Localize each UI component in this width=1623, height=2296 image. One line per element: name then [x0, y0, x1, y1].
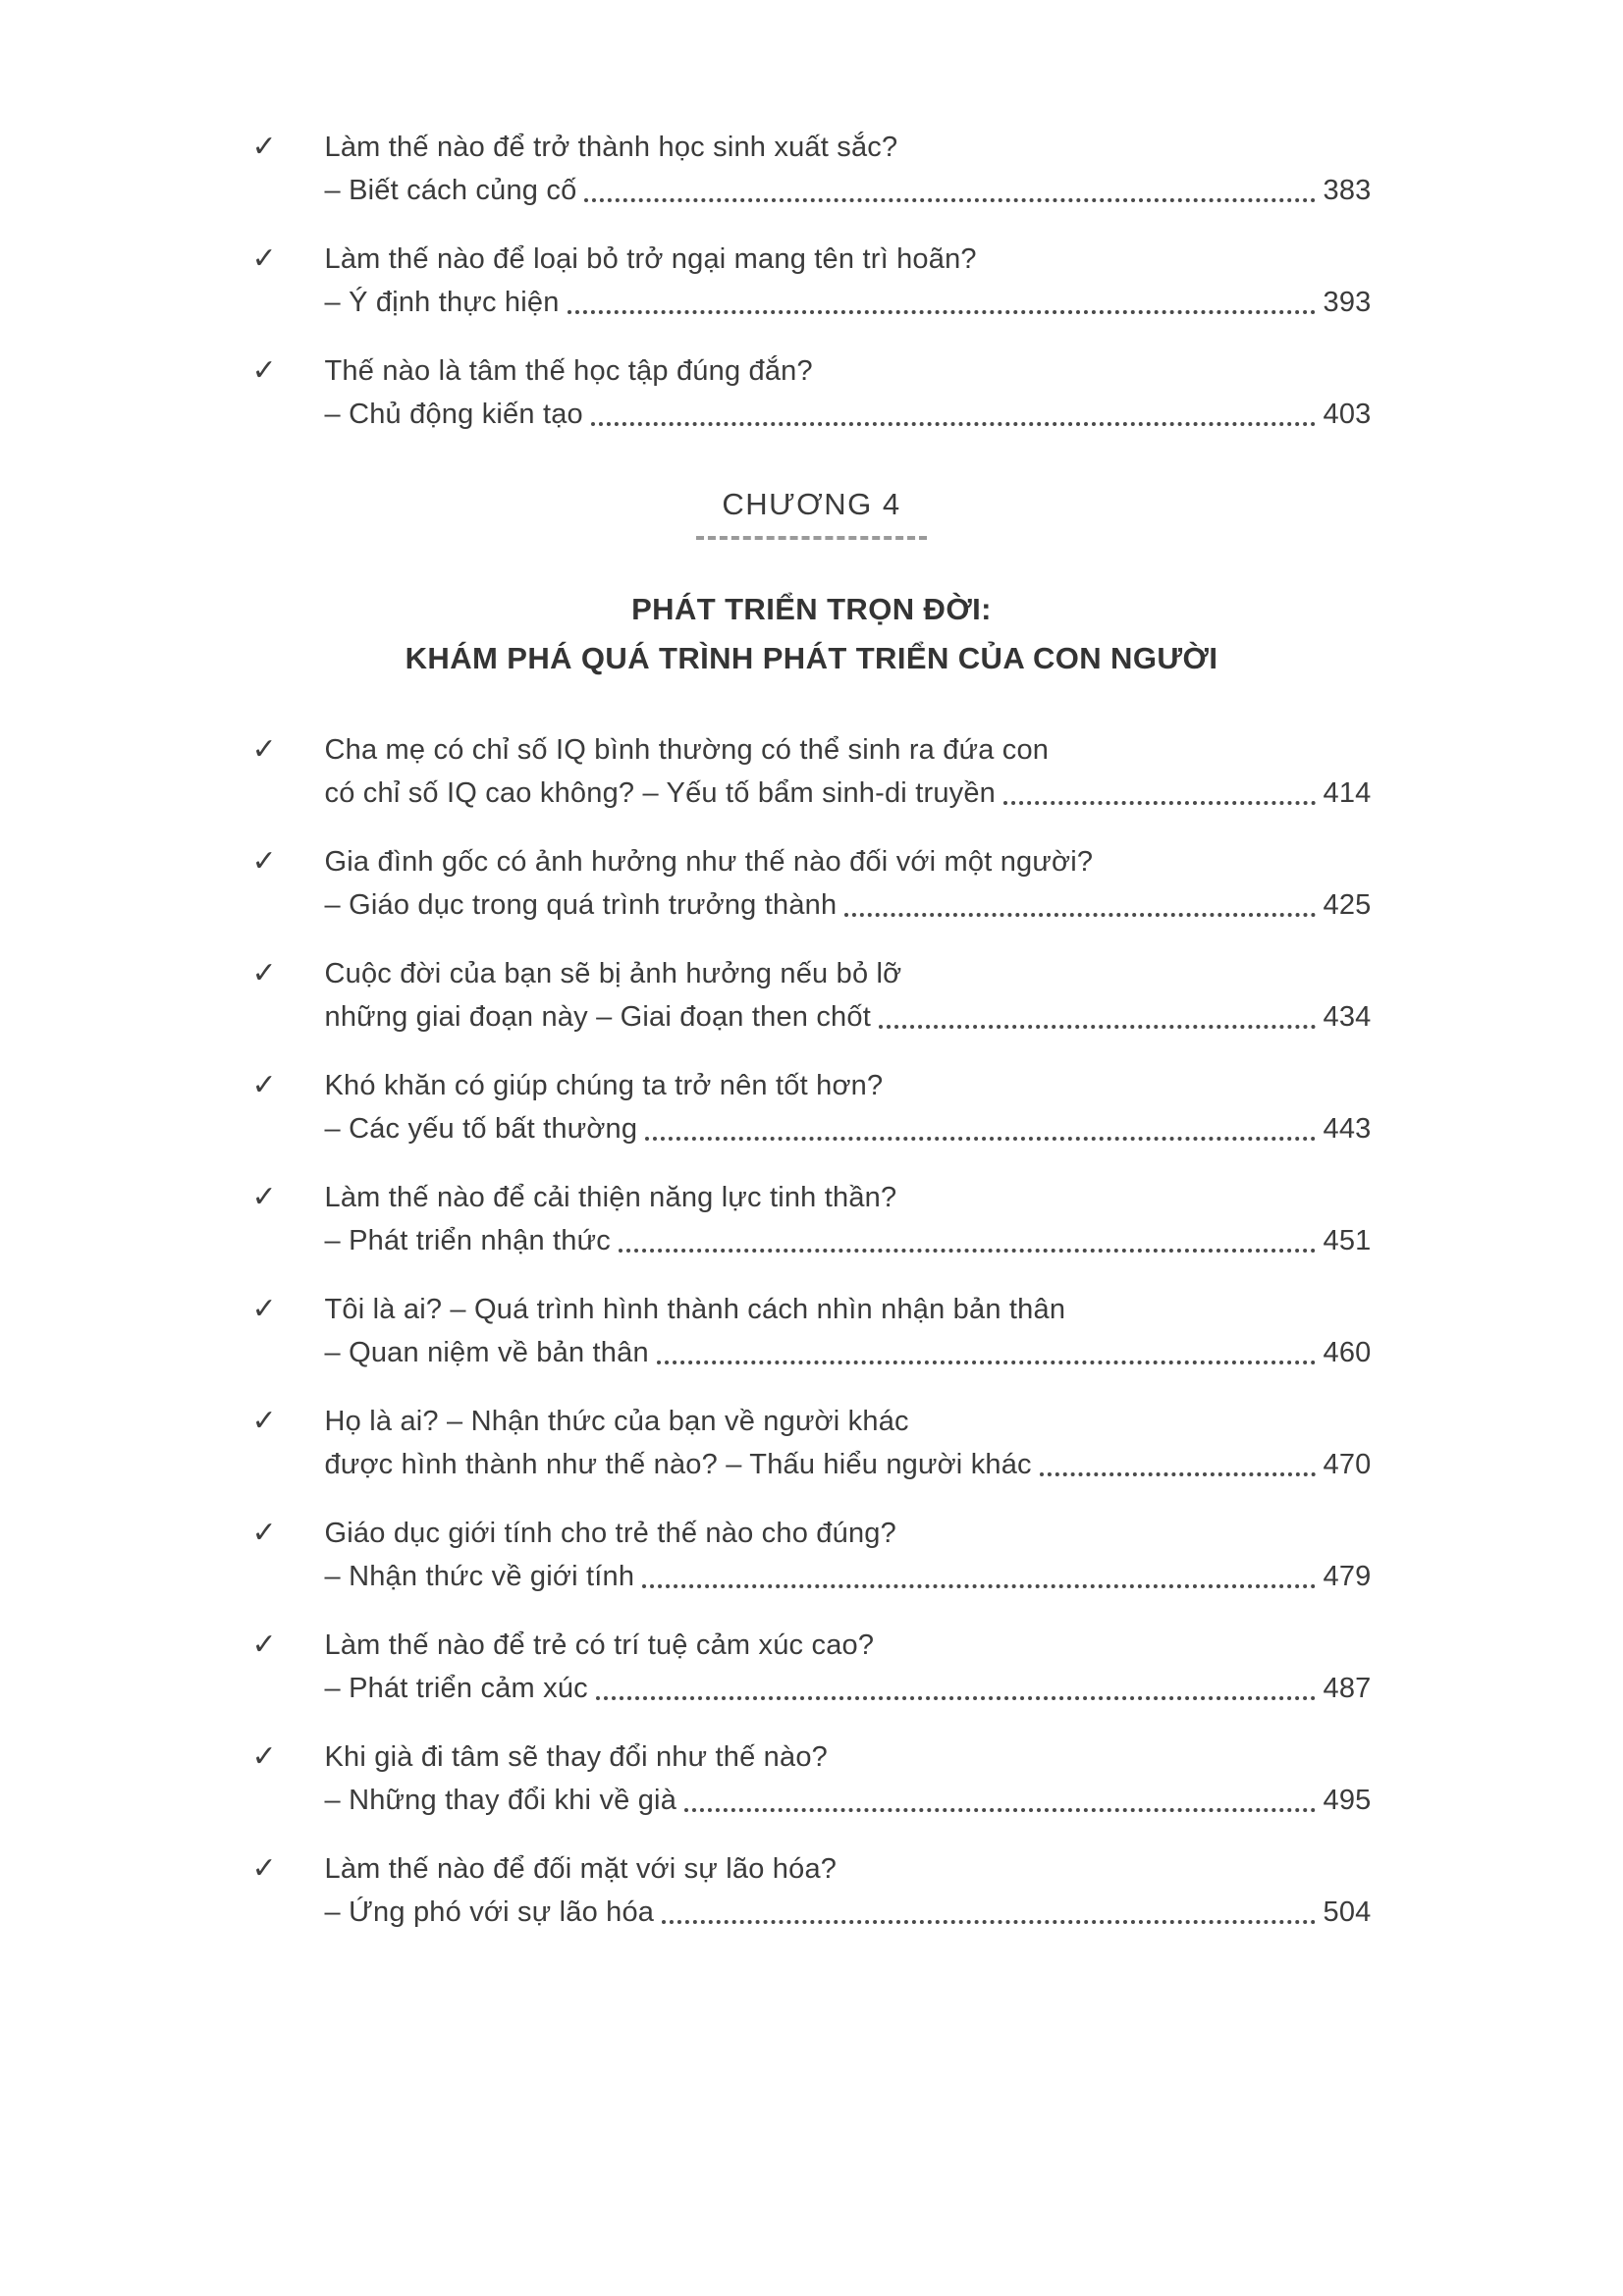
- toc-entry-answer: – Quan niệm về bản thân: [324, 1337, 649, 1368]
- toc-page-number: 383: [1323, 175, 1372, 206]
- toc-entry-question: Giáo dục giới tính cho trẻ thế nào cho đúng?: [324, 1518, 896, 1549]
- toc-page-number: 434: [1323, 1001, 1372, 1033]
- checkmark-icon: ✓: [251, 957, 277, 989]
- toc-entry: [252, 840, 1372, 927]
- toc-entry-answer-line: [325, 1331, 1372, 1374]
- toc-entry-answer-line: [325, 772, 1372, 815]
- toc-entry-question: Tôi là ai? – Quá trình hình thành cách nhìn nhận bản thân: [324, 1294, 1066, 1325]
- chapter-label: CHƯƠNG 4: [696, 487, 926, 540]
- checkmark-icon: ✓: [251, 1405, 277, 1437]
- dot-leader: [568, 310, 1316, 314]
- toc-entry: [252, 1400, 1372, 1486]
- toc-entry: [252, 1064, 1372, 1150]
- toc-entry-body: [325, 1512, 1372, 1598]
- dot-leader: [596, 1696, 1316, 1700]
- toc-entry: [252, 1512, 1372, 1598]
- checkmark-icon: ✓: [251, 354, 277, 387]
- toc-entry-question: Thế nào là tâm thế học tập đúng đắn?: [324, 355, 813, 387]
- toc-entry: [252, 1288, 1372, 1374]
- toc-page-number: 451: [1323, 1225, 1372, 1256]
- toc-page-number: 495: [1323, 1785, 1372, 1816]
- toc-entry-answer: – Các yếu tố bất thường: [324, 1113, 638, 1145]
- toc-entry-body: [325, 840, 1372, 927]
- toc-entry: [252, 1624, 1372, 1710]
- toc-page-number: 393: [1323, 287, 1372, 318]
- toc-entry-answer: – Ý định thực hiện: [324, 287, 560, 318]
- checkmark-icon: ✓: [251, 1069, 277, 1101]
- toc-entry-body: [325, 1064, 1372, 1150]
- toc-page-number: 403: [1323, 399, 1372, 430]
- dot-leader: [584, 198, 1315, 202]
- chapter-header: [252, 487, 1372, 540]
- dot-leader: [684, 1808, 1315, 1812]
- toc-entry-answer-line: [325, 995, 1372, 1039]
- dot-leader: [591, 422, 1316, 426]
- checkmark-icon: ✓: [251, 733, 277, 766]
- toc-entry-answer: – Giáo dục trong quá trình trưởng thành: [324, 889, 838, 921]
- toc-page-number: 504: [1323, 1896, 1372, 1928]
- checkmark-icon: ✓: [251, 1852, 277, 1885]
- chapter-title: [252, 585, 1372, 683]
- toc-entry-question: Khó khăn có giúp chúng ta trở nên tốt hơn?: [324, 1070, 884, 1101]
- toc-entry-question: Cha mẹ có chỉ số IQ bình thường có thể sinh ra đứa con: [324, 734, 1050, 766]
- checkmark-icon: ✓: [251, 1740, 277, 1773]
- toc-entry-question: Gia đình gốc có ảnh hưởng như thế nào đối với một người?: [324, 846, 1094, 878]
- toc-entry: [252, 728, 1372, 815]
- toc-entry-question: Làm thế nào để trở thành học sinh xuất sắc?: [324, 132, 898, 163]
- toc-entry-answer: – Phát triển cảm xúc: [324, 1673, 588, 1704]
- toc-entry-answer: – Phát triển nhận thức: [324, 1225, 611, 1256]
- toc-entry-question: Làm thế nào để cải thiện năng lực tinh thần?: [324, 1182, 897, 1213]
- chapter-title-line-1: PHÁT TRIỂN TRỌN ĐỜI:: [631, 592, 992, 626]
- toc-entry-question: Làm thế nào để đối mặt với sự lão hóa?: [324, 1853, 838, 1885]
- toc-entry-body: [325, 728, 1372, 815]
- checkmark-icon: ✓: [251, 131, 277, 163]
- toc-page-number: 470: [1323, 1449, 1372, 1480]
- toc-entry-answer: – Chủ động kiến tạo: [324, 399, 583, 430]
- dot-leader: [645, 1137, 1315, 1141]
- toc-entry: [252, 349, 1372, 436]
- toc-page-number: 425: [1323, 889, 1372, 921]
- toc-entry-answer-line: [325, 883, 1372, 927]
- toc-entry-question: Cuộc đời của bạn sẽ bị ảnh hưởng nếu bỏ lỡ: [324, 958, 902, 989]
- toc-page-number: 460: [1323, 1337, 1372, 1368]
- toc-entry-body: [325, 1624, 1372, 1710]
- dot-leader: [619, 1249, 1316, 1253]
- dot-leader: [1003, 801, 1315, 805]
- toc-page-number: 487: [1323, 1673, 1372, 1704]
- toc-entry-answer-line: [325, 1779, 1372, 1822]
- dot-leader: [844, 913, 1315, 917]
- toc-entry-answer: – Những thay đổi khi về già: [324, 1785, 677, 1816]
- toc-entry-answer-line: [325, 393, 1372, 436]
- toc-entry: [252, 1847, 1372, 1934]
- toc-entry-answer: – Nhận thức về giới tính: [324, 1561, 635, 1592]
- toc-entry-answer-line: [325, 1219, 1372, 1262]
- toc-page: [252, 0, 1372, 1934]
- chapter-title-line-2: KHÁM PHÁ QUÁ TRÌNH PHÁT TRIỂN CỦA CON NGƯỜI: [405, 641, 1218, 675]
- toc-page-number: 479: [1323, 1561, 1372, 1592]
- toc-entry-question: Làm thế nào để trẻ có trí tuệ cảm xúc cao?: [324, 1629, 875, 1661]
- toc-entry-body: [325, 1735, 1372, 1822]
- toc-entry-answer-line: [325, 1107, 1372, 1150]
- toc-entry-answer-line: [325, 1443, 1372, 1486]
- toc-entry: [252, 1176, 1372, 1262]
- checkmark-icon: ✓: [251, 1181, 277, 1213]
- toc-page-number: 414: [1323, 777, 1372, 809]
- toc-entry-question: Làm thế nào để loại bỏ trở ngại mang tên trì hoãn?: [324, 243, 977, 275]
- toc-entry: [252, 1735, 1372, 1822]
- dot-leader: [662, 1920, 1315, 1924]
- toc-entry-body: [325, 1288, 1372, 1374]
- toc-entry: [252, 126, 1372, 212]
- toc-entry-answer: được hình thành như thế nào? – Thấu hiểu người khác: [324, 1449, 1032, 1480]
- toc-entry-answer: – Ứng phó với sự lão hóa: [324, 1896, 655, 1928]
- checkmark-icon: ✓: [251, 1293, 277, 1325]
- toc-entry-body: [325, 952, 1372, 1039]
- toc-entry-question: Khi già đi tâm sẽ thay đổi như thế nào?: [324, 1741, 828, 1773]
- toc-entry-answer-line: [325, 1667, 1372, 1710]
- checkmark-icon: ✓: [251, 1517, 277, 1549]
- dot-leader: [642, 1584, 1315, 1588]
- toc-entry: [252, 952, 1372, 1039]
- toc-entry-body: [325, 1176, 1372, 1262]
- toc-entry-answer-line: [325, 1891, 1372, 1934]
- toc-entry-answer: những giai đoạn này – Giai đoạn then chốt: [324, 1001, 871, 1033]
- dot-leader: [1040, 1472, 1316, 1476]
- checkmark-icon: ✓: [251, 845, 277, 878]
- dot-leader: [879, 1025, 1316, 1029]
- toc-entry-answer-line: [325, 281, 1372, 324]
- toc-entry-body: [325, 1400, 1372, 1486]
- toc-entry-body: [325, 1847, 1372, 1934]
- toc-entry-answer: có chỉ số IQ cao không? – Yếu tố bẩm sinh-di truyền: [324, 777, 997, 809]
- toc-entry-answer-line: [325, 1555, 1372, 1598]
- toc-entry: [252, 238, 1372, 324]
- toc-entry-body: [325, 126, 1372, 212]
- toc-entry-question: Họ là ai? – Nhận thức của bạn về người khác: [324, 1406, 909, 1437]
- toc-entry-answer-line: [325, 169, 1372, 212]
- checkmark-icon: ✓: [251, 242, 277, 275]
- chapter-entries: [252, 728, 1372, 1934]
- checkmark-icon: ✓: [251, 1629, 277, 1661]
- prev-chapter-entries: [252, 126, 1372, 436]
- toc-entry-body: [325, 349, 1372, 436]
- toc-entry-body: [325, 238, 1372, 324]
- dot-leader: [657, 1361, 1316, 1364]
- toc-entry-answer: – Biết cách củng cố: [324, 175, 577, 206]
- toc-page-number: 443: [1323, 1113, 1372, 1145]
